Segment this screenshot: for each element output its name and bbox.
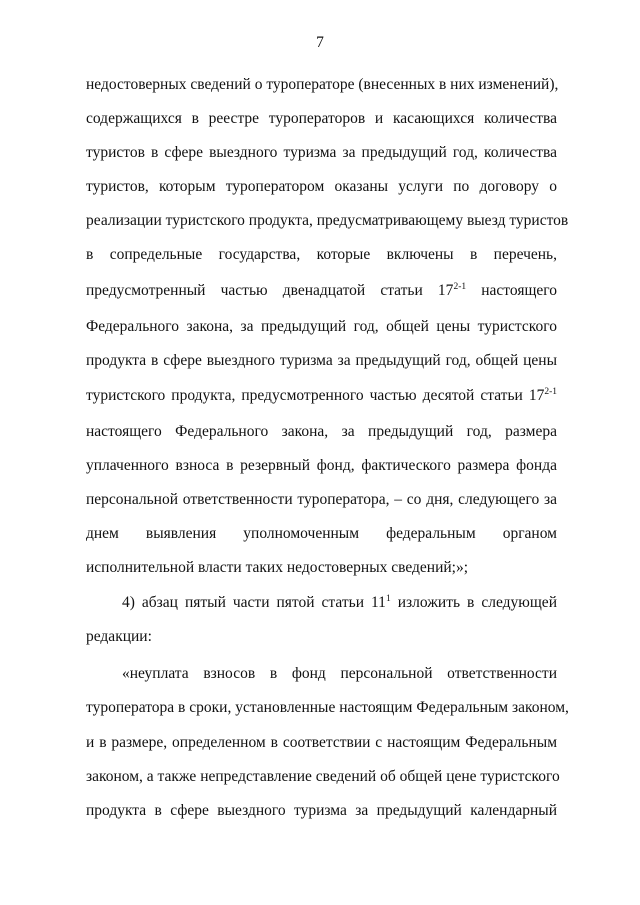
text-line: продукта в сфере выездного туризма за предыдущий календарный xyxy=(86,802,557,819)
text-line: туристов в сфере выездного туризма за предыдущий год, количества xyxy=(86,144,557,161)
superscript: 2-1 xyxy=(453,282,467,292)
page-number: 7 xyxy=(316,34,324,51)
text-line: в сопредельные государства, которые включены в перечень, xyxy=(86,246,557,263)
text-line: исполнительной власти таких недостоверных сведений;»; xyxy=(86,559,469,576)
text-line: и в размере, определенном в соответствии с настоящим Федеральным xyxy=(86,734,557,751)
text-line: «неуплата взносов в фонд персональной ответственности xyxy=(122,665,557,682)
superscript: 2-1 xyxy=(544,387,557,397)
text-line: персональной ответственности туроператора, – со дня, следующего за xyxy=(86,491,557,508)
text-line: настоящего Федерального закона, за предыдущий год, размера xyxy=(86,423,557,440)
text-line: предусмотренный частью двенадцатой статьи 17$^{2-1}$ настоящего xyxy=(86,282,557,299)
text-line: редакции: xyxy=(86,628,152,645)
text-line: уплаченного взноса в резервный фонд, фактического размера фонда xyxy=(86,457,557,474)
text-line: туристов, которым туроператором оказаны услуги по договору о xyxy=(86,178,557,195)
text-line: Федерального закона, за предыдущий год, общей цены туристского xyxy=(86,318,557,335)
text-line: законом, а также непредставление сведений об общей цене туристского xyxy=(86,768,560,785)
superscript: 1 xyxy=(385,594,391,604)
text-line: содержащихся в реестре туроператоров и касающихся количества xyxy=(86,110,557,127)
text-line: реализации туристского продукта, предусматривающему выезд туристов xyxy=(86,212,569,229)
text-line: недостоверных сведений о туроператоре (внесенных в них изменений), xyxy=(86,76,559,93)
text-line: 4) абзац пятый части пятой статьи $11^1$ изложить в следующей xyxy=(122,594,557,611)
text-line: туристского продукта, предусмотренного частью десятой статьи 17$^{2-1}$ xyxy=(86,387,557,404)
text-line: продукта в сфере выездного туризма за предыдущий год, общей цены xyxy=(86,352,557,369)
text-line: туроператора в сроки, установленные настоящим Федеральным законом, xyxy=(86,699,569,716)
text-line: днем выявления уполномоченным федеральным органом xyxy=(86,525,557,542)
